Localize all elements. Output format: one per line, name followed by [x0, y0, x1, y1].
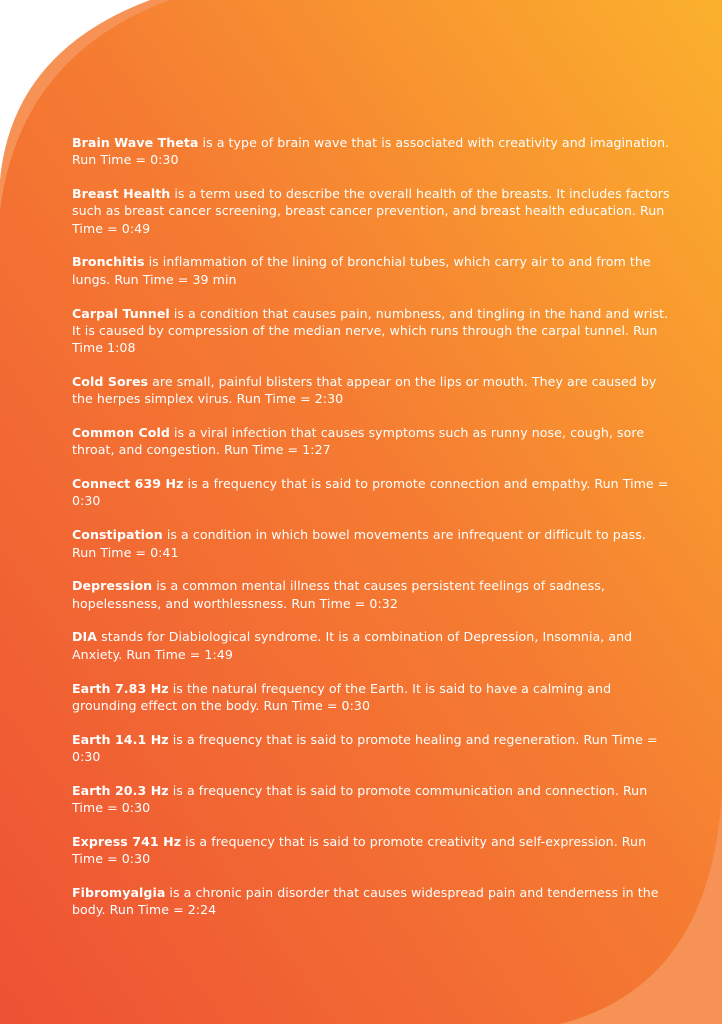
entry-term: Express 741 Hz — [72, 833, 182, 849]
entry-term: Earth 20.3 Hz — [72, 782, 169, 798]
entry-connect-639-hz — [72, 475, 672, 510]
entry-term: Carpal Tunnel — [72, 305, 170, 321]
entry-earth-14-1-hz — [72, 731, 672, 766]
entry-list — [72, 134, 672, 935]
entry-description: is a common mental illness that causes persistent feelings of sadness, hopelessness, and worthlessness. Run Time = 0:32 — [72, 578, 605, 611]
entry-earth-20-3-hz — [72, 782, 672, 817]
entry-description: is a frequency that is said to promote creativity and self-expression. Run Time = 0:30 — [72, 833, 647, 867]
entry-term: Bronchitis — [72, 254, 145, 270]
entry-carpal-tunnel — [72, 305, 672, 357]
entry-term: Fibromyalgia — [72, 884, 166, 900]
entry-breast-health — [72, 185, 672, 237]
entry-bronchitis — [72, 253, 672, 288]
entry-description: is a viral infection that causes symptoms such as runny nose, cough, sore throat, and congestion. Run Time = 1:27 — [72, 425, 645, 458]
entry-term: Connect 639 Hz — [72, 476, 184, 492]
entry-term: Cold Sores — [72, 373, 149, 389]
entry-term: Constipation — [72, 527, 163, 543]
entry-description: is the natural frequency of the Earth. It is said to have a calming and grounding effect on the body. Run Time = 0:30 — [72, 680, 612, 713]
entry-description: is a type of brain wave that is associated with creativity and imagination. Run Time = 0:30 — [72, 135, 670, 168]
entry-description: is a frequency that is said to promote healing and regeneration. Run Time = 0:30 — [72, 731, 658, 764]
entry-term: Earth 14.1 Hz — [72, 731, 169, 747]
entry-description: is a frequency that is said to promote communication and connection. Run Time = 0:30 — [72, 782, 648, 816]
entry-constipation — [72, 526, 672, 561]
entry-term: Earth 7.83 Hz — [72, 680, 169, 696]
entry-common-cold — [72, 424, 672, 459]
entry-term: DIA — [72, 629, 98, 645]
entry-description: stands for Diabiological syndrome. It is a combination of Depression, Insomnia, and Anxiety. Run Time = 1:49 — [72, 629, 633, 662]
entry-term: Depression — [72, 578, 153, 594]
entry-fibromyalgia — [72, 884, 672, 919]
entry-term: Brain Wave Theta — [72, 135, 199, 150]
entry-dia — [72, 628, 672, 663]
entry-description: are small, painful blisters that appear on the lips or mouth. They are caused by the herpes simplex virus. Run Time = 2:30 — [72, 373, 657, 407]
entry-description: is a chronic pain disorder that causes widespread pain and tenderness in the body. Run Time = 2:24 — [72, 884, 659, 918]
entry-description: is a term used to describe the overall health of the breasts. It includes factors such as breast cancer screening, breast cancer prevention, and breast health education. Run Time = 0:49 — [72, 186, 670, 236]
entry-express-741-hz — [72, 833, 672, 868]
entry-brain-wave-theta — [72, 134, 672, 169]
entry-description: is a condition in which bowel movements are infrequent or difficult to pass. Run Time = 0:41 — [72, 527, 646, 560]
entry-description: is a frequency that is said to promote connection and empathy. Run Time = 0:30 — [72, 476, 669, 509]
entry-description: is a condition that causes pain, numbness, and tingling in the hand and wrist. It is caused by compression of the median nerve, which runs through the carpal tunnel. Run Time 1:08 — [72, 305, 669, 356]
entry-term: Common Cold — [72, 425, 170, 441]
entry-description: is inflammation of the lining of bronchial tubes, which carry air to and from the lungs. Run Time = 39 min — [72, 254, 651, 287]
entry-cold-sores — [72, 373, 672, 408]
entry-term: Breast Health — [72, 186, 171, 202]
entry-earth-7-83-hz — [72, 680, 672, 715]
entry-depression — [72, 577, 672, 612]
